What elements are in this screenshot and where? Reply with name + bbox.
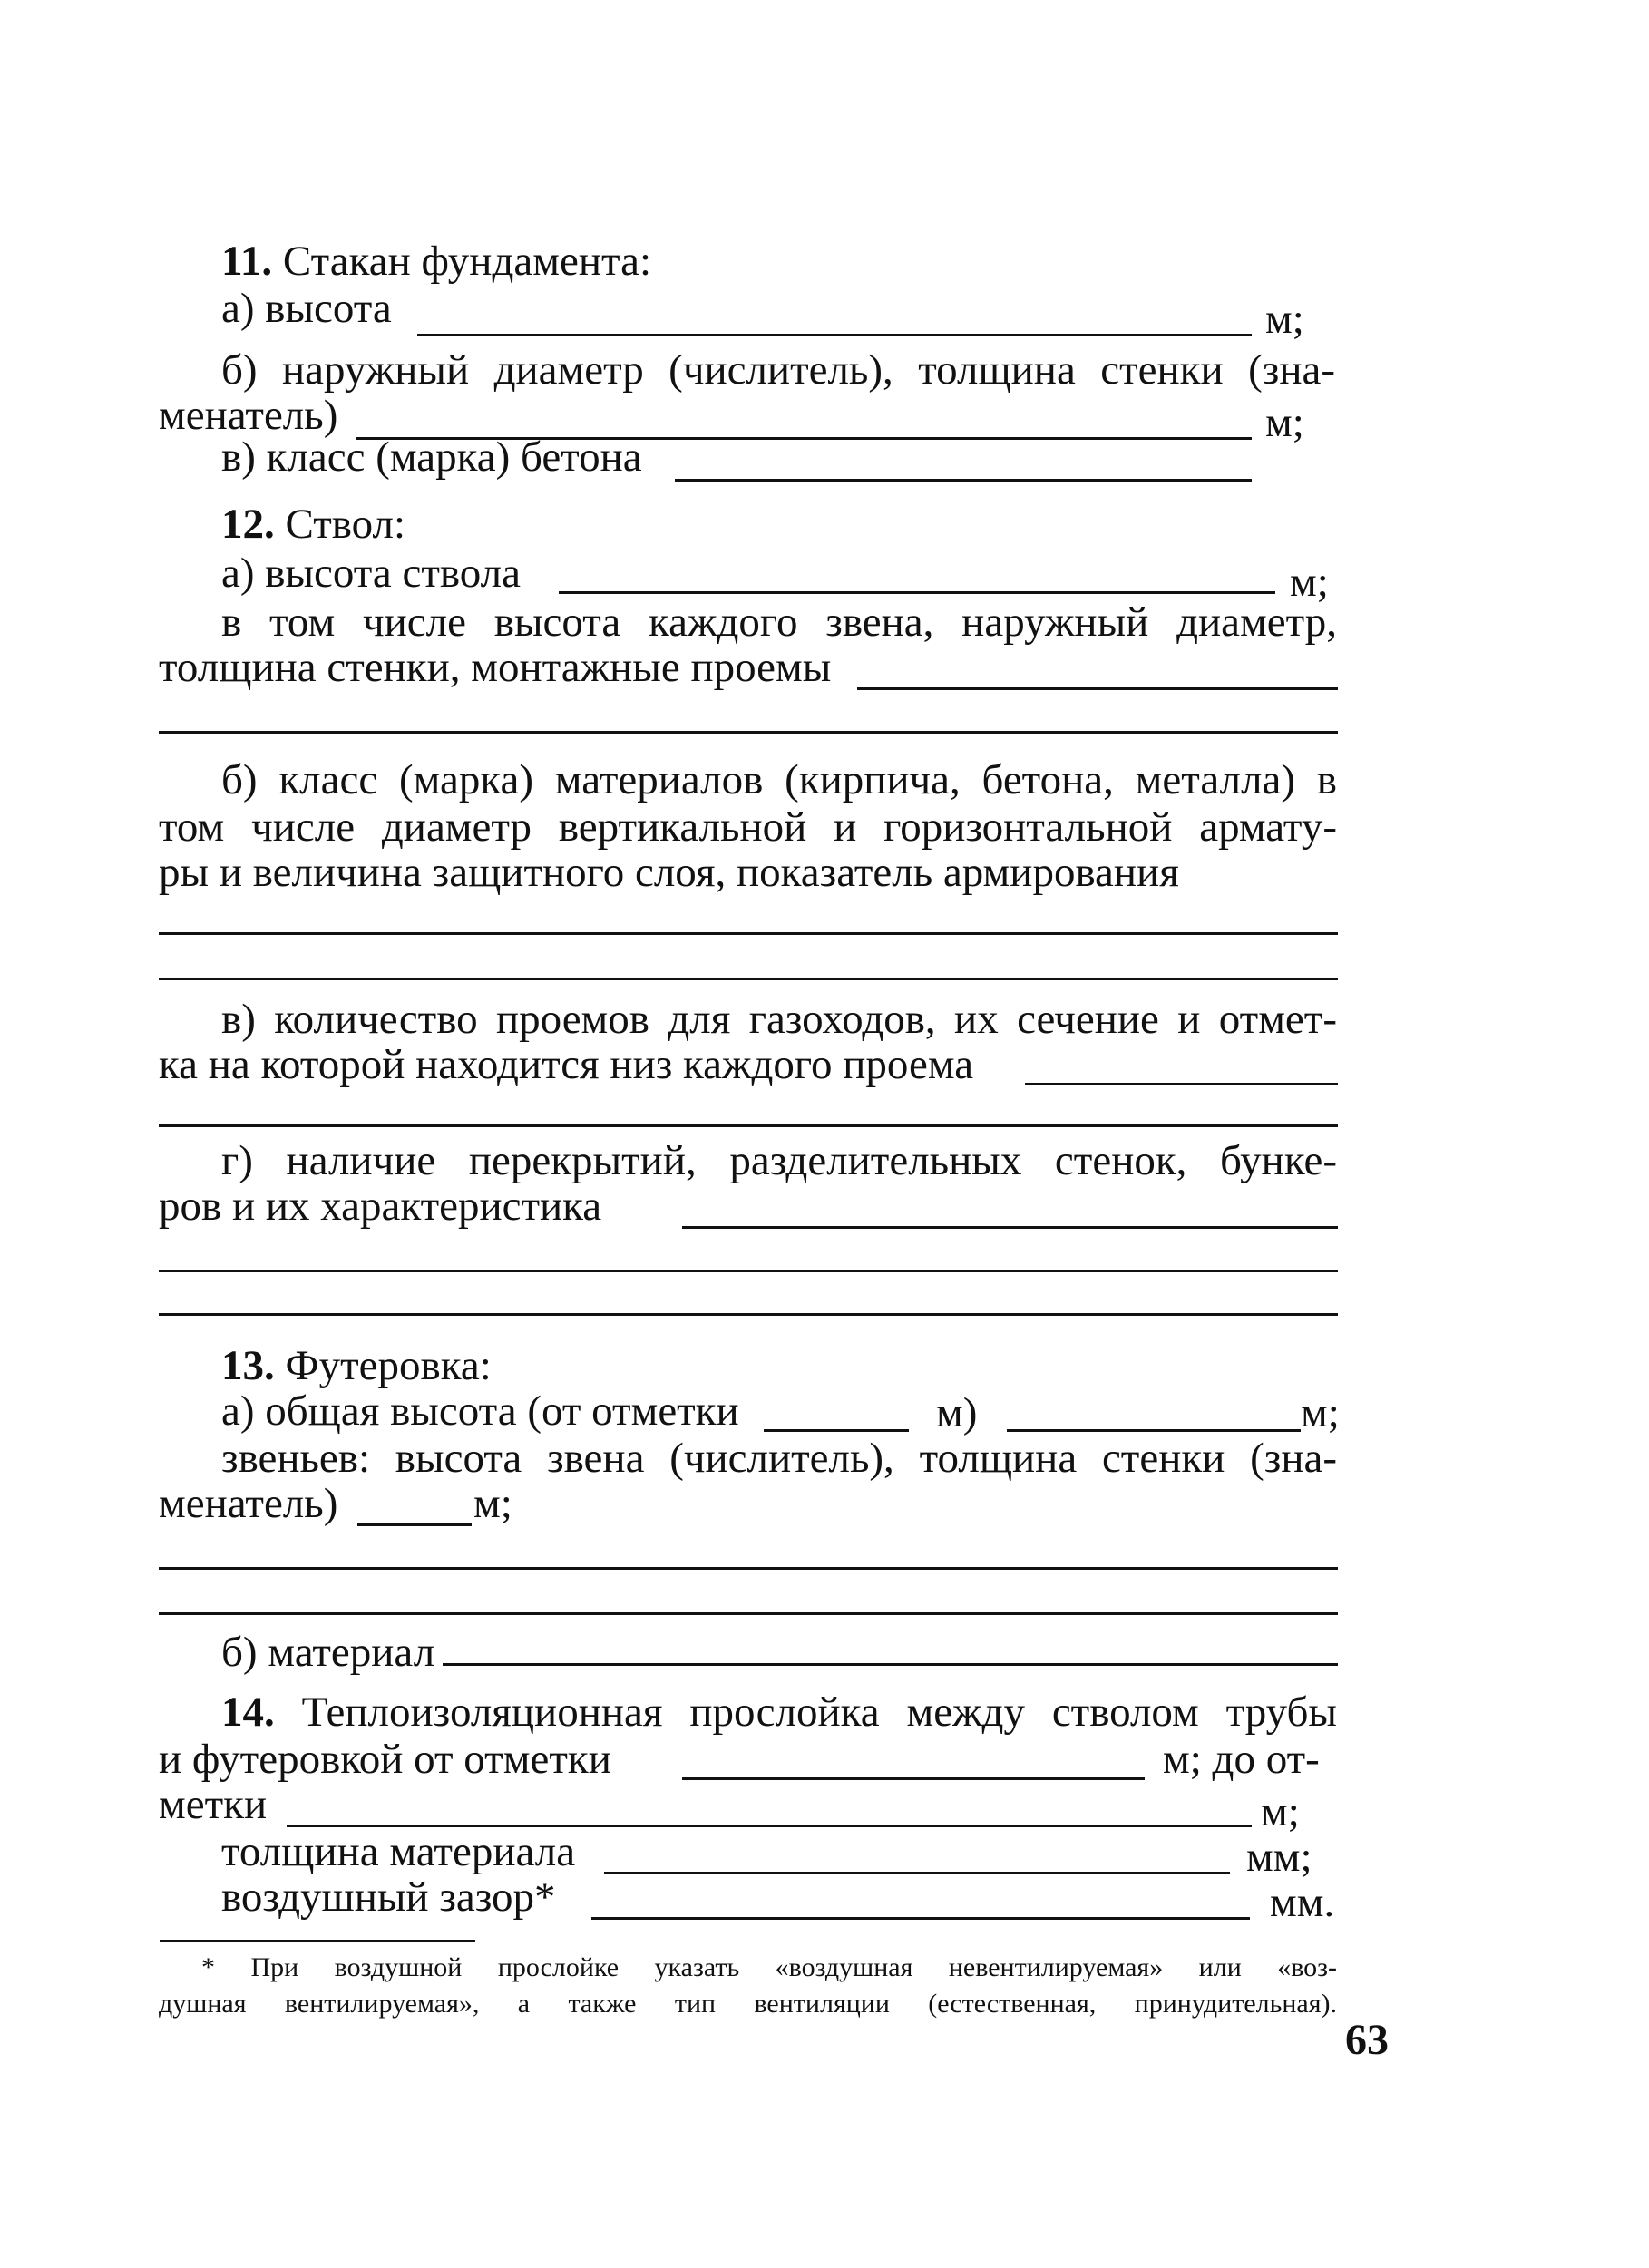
- s11-c-blank[interactable]: [675, 479, 1252, 482]
- s14-thickness-label: толщина материала: [221, 1828, 576, 1875]
- s14-line1: Теплоизоляционная прослойка между стволом трубы: [301, 1689, 1337, 1736]
- s13-a-blank-5[interactable]: [159, 1612, 1338, 1615]
- section-12-heading: [221, 497, 405, 551]
- s13-b-blank[interactable]: [443, 1663, 1338, 1666]
- s12-c-line1: в) количество проемов для газоходов, их сечение и отмет-: [221, 996, 1337, 1043]
- page-number: 63: [1345, 2016, 1389, 2064]
- section-title: Футеровка:: [285, 1342, 492, 1389]
- s14-thickness-unit: мм;: [1246, 1834, 1312, 1881]
- s12-d-blank-1[interactable]: [682, 1226, 1338, 1229]
- section-number: 11.: [221, 238, 273, 285]
- s13-a-blank-3[interactable]: [357, 1523, 472, 1526]
- s14-gap-blank[interactable]: [591, 1917, 1250, 1920]
- s13-a-blank-4[interactable]: [159, 1567, 1338, 1570]
- section-number: 13.: [221, 1342, 275, 1389]
- s12-d-line1: г) наличие перекрытий, разделительных стенок, бунке-: [221, 1137, 1337, 1184]
- s12-a-line3: толщина стенки, монтажные проемы: [159, 644, 832, 691]
- s12-d-blank-3[interactable]: [159, 1313, 1338, 1316]
- section-title: Ствол:: [285, 501, 406, 548]
- s14-thickness-blank[interactable]: [604, 1872, 1230, 1874]
- s14-blank-1[interactable]: [682, 1777, 1145, 1780]
- s14-line3: метки: [159, 1781, 268, 1828]
- section-title: Стакан фундамента:: [282, 238, 652, 285]
- s12-b-line3: ры и величина защитного слоя, показатель армирования: [159, 849, 1179, 896]
- s11-b-unit: м;: [1265, 399, 1304, 446]
- footnote-line2: душная вентилируемая», а также тип вентиляции (естественная, принудительная).: [159, 1989, 1337, 2019]
- s11-a-unit: м;: [1265, 296, 1304, 343]
- s13-a-line3: менатель): [159, 1480, 338, 1527]
- s14-gap-unit: мм.: [1270, 1879, 1335, 1926]
- s12-a-blank[interactable]: [559, 591, 1275, 594]
- s13-a-line2: звеньев: высота звена (числитель), толщина стенки (зна-: [221, 1435, 1337, 1482]
- s14-line2-start: и футеровкой от отметки: [159, 1736, 611, 1783]
- section-number: 14.: [221, 1689, 275, 1736]
- s12-a-unit: м;: [1290, 559, 1329, 606]
- s12-d-line2: ров и их характеристика: [159, 1183, 602, 1230]
- s12-a-blank-3[interactable]: [159, 731, 1338, 734]
- s12-b-blank-2[interactable]: [159, 978, 1338, 980]
- footnote-line1: * При воздушной прослойке указать «воздушная невентилируемая» или «воз-: [201, 1952, 1337, 1982]
- s13-a-label: а) общая высота (от отметки: [221, 1387, 739, 1435]
- s13-a-line3-unit: м;: [473, 1480, 512, 1527]
- s12-a-blank-2[interactable]: [857, 687, 1338, 690]
- s14-line2-end: м; до от-: [1163, 1736, 1320, 1783]
- s12-c-blank-1[interactable]: [1025, 1083, 1338, 1085]
- s12-b-line2: том числе диаметр вертикальной и горизонтальной армату-: [159, 803, 1337, 851]
- s11-a-blank[interactable]: [417, 334, 1252, 336]
- s14-line3-unit: м;: [1261, 1788, 1300, 1835]
- s13-b-label: б) материал: [221, 1629, 435, 1676]
- s12-b-line1: б) класс (марка) материалов (кирпича, бетона, металла) в: [221, 756, 1337, 803]
- s13-a-mid: м): [936, 1389, 978, 1436]
- s11-b-line1: б) наружный диаметр (числитель), толщина стенки (зна-: [221, 346, 1335, 394]
- s11-c-label: в) класс (марка) бетона: [221, 433, 642, 481]
- section-14-heading: [221, 1685, 1337, 1739]
- s12-c-blank-2[interactable]: [159, 1124, 1338, 1127]
- s12-a-label: а) высота ствола: [221, 550, 521, 597]
- s11-a-label: а) высота: [221, 285, 392, 332]
- section-number: 12.: [221, 501, 275, 548]
- footnote-rule: [160, 1940, 475, 1942]
- s12-d-blank-2[interactable]: [159, 1270, 1338, 1272]
- s12-c-line2: ка на которой находится низ каждого проема: [159, 1041, 974, 1088]
- s13-a-unit: м;: [1301, 1389, 1340, 1436]
- s12-b-blank-1[interactable]: [159, 932, 1338, 935]
- s11-b-line2: менатель): [159, 392, 338, 439]
- s12-a-line2: в том числе высота каждого звена, наружный диаметр,: [221, 599, 1337, 646]
- section-11-heading: [221, 234, 651, 288]
- s14-gap-label: воздушный зазор*: [221, 1874, 556, 1921]
